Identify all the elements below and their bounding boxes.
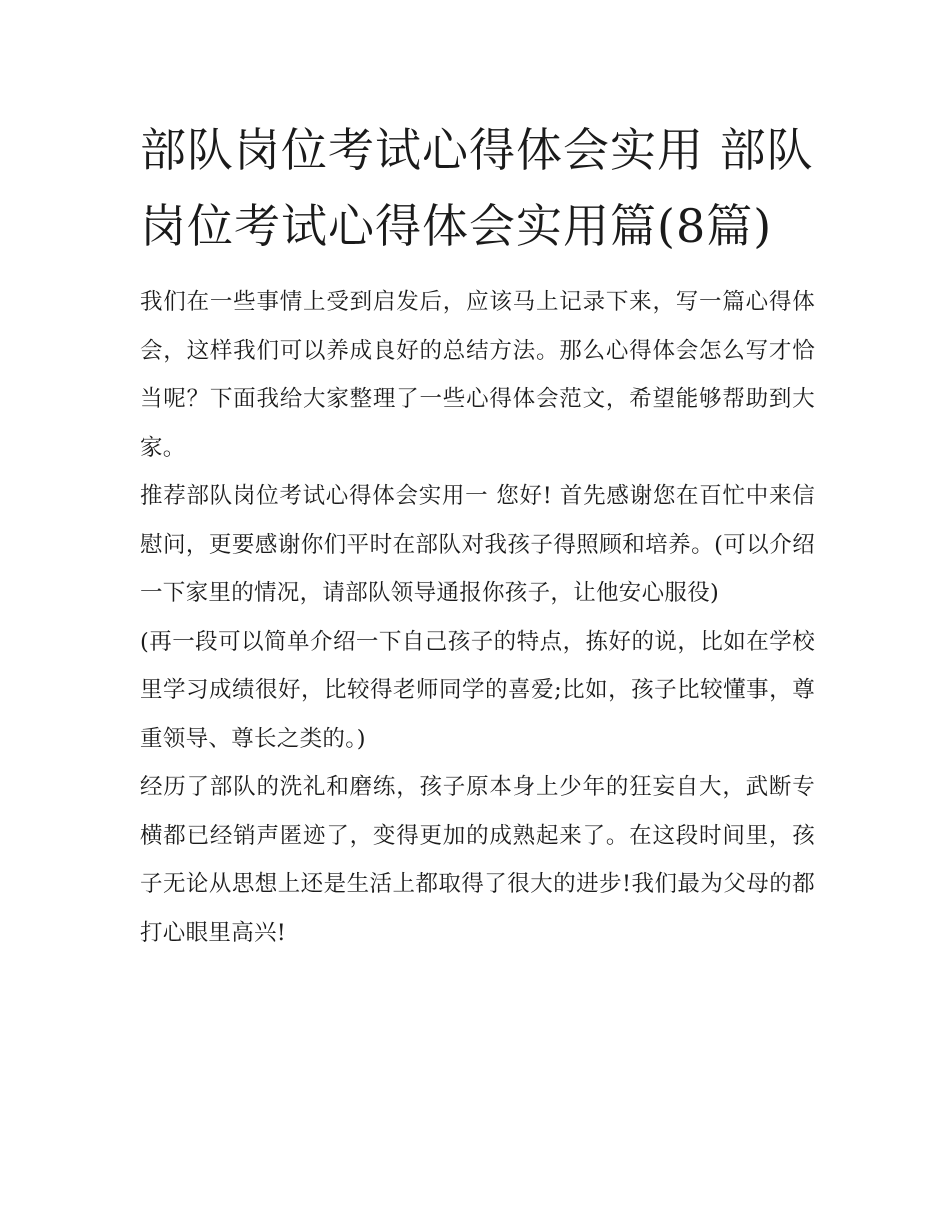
document-body — [140, 278, 815, 957]
document-page — [140, 112, 815, 957]
document-title: 部队岗位考试心得体会实用 部队岗位考试心得体会实用篇(8篇) — [140, 123, 814, 253]
paragraph-letter-opening: 推荐部队岗位考试心得体会实用一 您好! 首先感谢您在百忙中来信慰问，更要感谢你们平时在部队对我孩子得照顾和培养。(可以介绍一下家里的情况，请部队领导通报你孩子，让他安心服役) — [140, 483, 815, 606]
paragraph-progress: 经历了部队的洗礼和磨练，孩子原本身上少年的狂妄自大，武断专横都已经销声匿迹了，变得更加的成熟起来了。在这段时间里，孩子无论从思想上还是生活上都取得了很大的进步!我们最为父母的都打心眼里高兴! — [140, 774, 815, 946]
paragraph-child-traits: (再一段可以简单介绍一下自己孩子的特点，拣好的说，比如在学校里学习成绩很好，比较得老师同学的喜爱;比如，孩子比较懂事，尊重领导、尊长之类的。) — [140, 628, 815, 752]
paragraph-intro: 我们在一些事情上受到启发后，应该马上记录下来，写一篇心得体会，这样我们可以养成良好的总结方法。那么心得体会怎么写才恰当呢？下面我给大家整理了一些心得体会范文，希望能够帮助到大家。 — [140, 289, 815, 461]
